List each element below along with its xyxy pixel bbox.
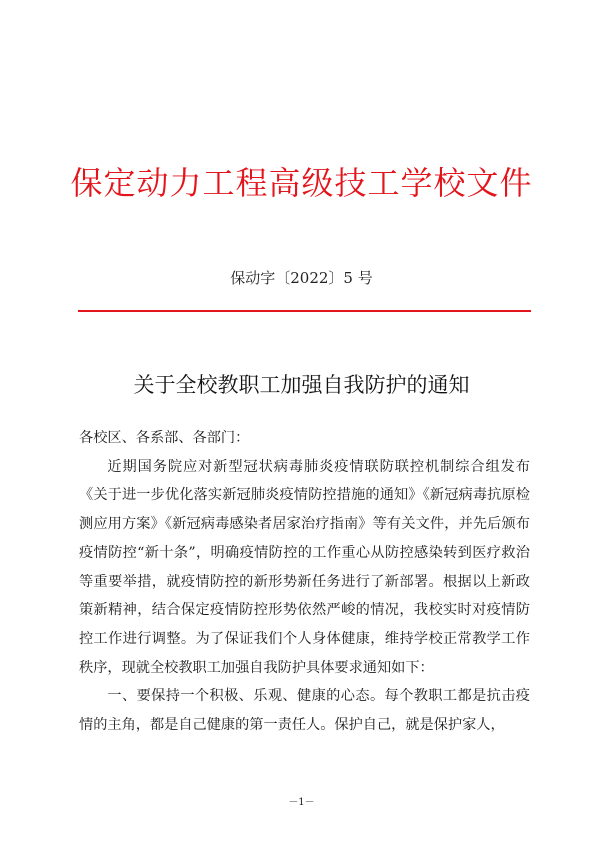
document-number: 保动字〔2022〕5 号 <box>230 269 373 287</box>
header-red-divider <box>78 310 531 312</box>
notice-body <box>79 424 530 740</box>
document-header-title: 保定动力工程高级技工学校文件 <box>70 164 533 202</box>
page-number: －1－ <box>288 797 315 808</box>
salutation: 各校区、各系部、各部门： <box>79 430 250 446</box>
notice-title: 关于全校教职工加强自我防护的通知 <box>133 373 470 397</box>
body-paragraph: 一、要保持一个积极、乐观、健康的心态。每个教职工都是抗击疫情的主角，都是自己健康的第一责任人。保护自己，就是保护家人， <box>79 688 530 734</box>
body-paragraph: 近期国务院应对新型冠状病毒肺炎疫情联防联控机制综合组发布《关于进一步优化落实新冠肺炎疫情防控措施的通知》《新冠病毒抗原检测应用方案》《新冠病毒感染者居家治疗指南》等有关文件，并先后颁布疫情防控“新十条”，明确疫情防控的工作重心从防控感染转到医疗救治等重要举措，就疫情防控的新形势新任务进行了新部署。根据以上新政策新精神，结合保定疫情防控形势依然严峻的情况，我校实时对疫情防控工作进行调整。为了保证我们个人身体健康，维持学校正常教学工作秩序，现就全校教职工加强自我防护具体要求通知如下： <box>79 458 530 676</box>
